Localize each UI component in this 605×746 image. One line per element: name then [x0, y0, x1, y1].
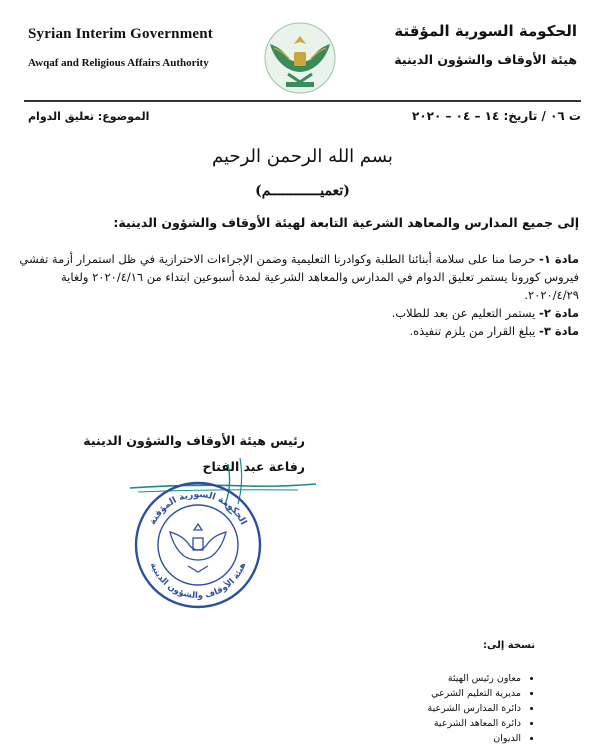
article-1: [19, 250, 579, 304]
list-item: • مديرية التعليم الشرعي: [335, 686, 521, 701]
circular-title: (تعميــــــــــــم): [255, 183, 350, 199]
authority-name-en: Awqaf and Religious Affairs Authority: [28, 57, 209, 69]
list-item: • دائرة المعاهد الشرعية: [335, 716, 521, 731]
article-label: مادة ٣-: [539, 324, 579, 338]
signer-title: رئيس هيئة الأوقاف والشؤون الدينية: [83, 433, 305, 448]
government-name-en: Syrian Interim Government: [28, 26, 213, 42]
document-body: [19, 250, 579, 340]
copy-to-title: نسخة إلى:: [483, 640, 535, 651]
article-text: حرصا منا على سلامة أبنائنا الطلبة وكوادرنا التعليمية وضمن الإجراءات الاحترازية في ظل استمرار أزمة تفشي فيروس كورونا يستمر تعليق الدوام في المدارس والمعاهد الشرعية لمدة أسبوعين ابتداء من ٢٠٢٠/٤/١٦ ولغاية ٢٠٢٠/٤/٢٩.: [19, 252, 579, 302]
copy-to-block: [335, 640, 535, 746]
subject-line: الموضوع: تعليق الدوام: [28, 110, 150, 123]
article-3: [19, 322, 579, 340]
article-label: مادة ١-: [539, 252, 579, 266]
stamp-eagle-icon: [170, 524, 226, 572]
article-2: [19, 304, 579, 322]
article-text: يبلغ القرار من يلزم تنفيذه.: [409, 324, 540, 338]
article-label: مادة ٢-: [539, 306, 579, 320]
reference-number-date: ت ٠٦ / تاريخ: ١٤ – ٠٤ – ٢٠٢٠: [411, 109, 581, 123]
basmala: بسم الله الرحمن الرحيم: [212, 146, 393, 167]
stamp-top-text: الحكومة السورية المؤقتة: [147, 489, 249, 527]
addressee-line: إلى جميع المدارس والمعاهد الشرعية التابعة لهيئة الأوقاف والشؤون الدينية:: [113, 215, 579, 230]
header-divider: [24, 100, 581, 102]
government-name-ar: الحكومة السورية المؤقتة: [394, 22, 577, 40]
stamp-bottom-text: هيئة الأوقاف والشؤون الدينية: [147, 561, 249, 602]
eagle-emblem-icon: [258, 18, 342, 100]
list-item: • معاون رئيس الهيئة: [335, 671, 521, 686]
article-text: يستمر التعليم عن بعد للطلاب.: [391, 306, 540, 320]
list-item: • الديوان: [335, 731, 521, 746]
official-stamp: [128, 478, 268, 612]
list-item: • دائرة المدارس الشرعية: [335, 701, 521, 716]
signer-name: رفاعة عبد الفتاح: [202, 459, 305, 474]
copy-to-list: [335, 671, 535, 746]
header-arabic: [347, 22, 577, 67]
authority-name-ar: هيئة الأوقاف والشؤون الدينية: [394, 52, 577, 67]
header-english: [28, 26, 258, 69]
